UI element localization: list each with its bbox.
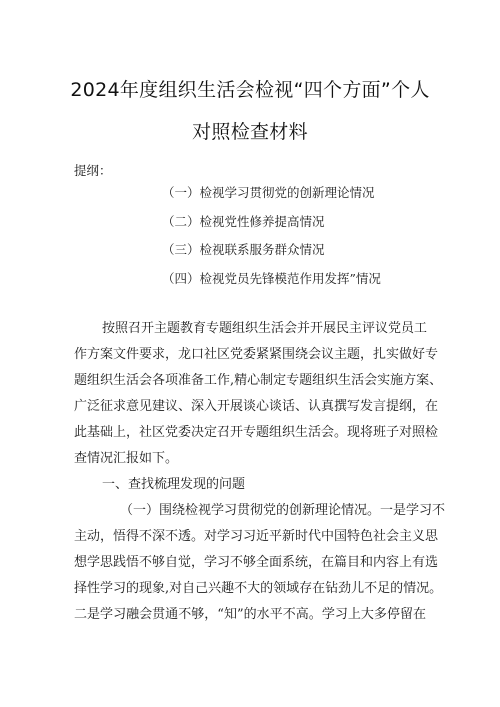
paragraph-line: 想学思践悟不够自觉，学习不够全面系统，在篇目和内容上有选 [74, 555, 439, 570]
document-title-line-2: 对照检查材料 [192, 121, 308, 143]
document-title-line-1: 2024年度组织生活会检视“四个方面”个人 [70, 79, 430, 101]
paragraph-line: 作方案文件要求，龙口社区党委紧紧围绕会议主题，扎实做好专 [74, 347, 439, 362]
outline-item: （三）检视联系服务群众情况 [162, 242, 325, 257]
outline-item: （四）检视党员先锋模范作用发挥”情况 [162, 271, 381, 286]
paragraph-line: 按照召开主题教育专题组织生活会并开展民主评议党员工 [102, 321, 428, 336]
paragraph-line: 此基础上，社区党委决定召开专题组织生活会。现将班子对照检 [74, 425, 439, 440]
paragraph-line: 主动，悟得不深不透。对学习习近平新时代中国特色社会主义思 [74, 529, 439, 544]
outline-item: （一）检视学习贯彻党的创新理论情况 [162, 185, 375, 200]
outline-item: （二）检视党性修养提高情况 [162, 214, 325, 229]
paragraph-line: 广泛征求意见建议、深入开展谈心谈话、认真撰写发言提纲，在 [74, 399, 439, 414]
paragraph-line: （一）围绕检视学习贯彻党的创新理论情况。一是学习不 [120, 503, 446, 518]
paragraph-line: 题组织生活会各项准备工作,精心制定专题组织生活会实施方案、 [74, 373, 443, 388]
paragraph-line: 择性学习的现象,对自己兴趣不大的领域存在钻劲儿不足的情况。 [74, 581, 443, 596]
outline-label: 提纲： [74, 163, 112, 178]
paragraph-line: 查情况汇报如下。 [74, 451, 179, 466]
section-heading: 一、查找梳理发现的问题 [102, 477, 246, 492]
paragraph-line: 二是学习融会贯通不够，“知”的水平不高。学习上大多停留在 [74, 607, 426, 622]
